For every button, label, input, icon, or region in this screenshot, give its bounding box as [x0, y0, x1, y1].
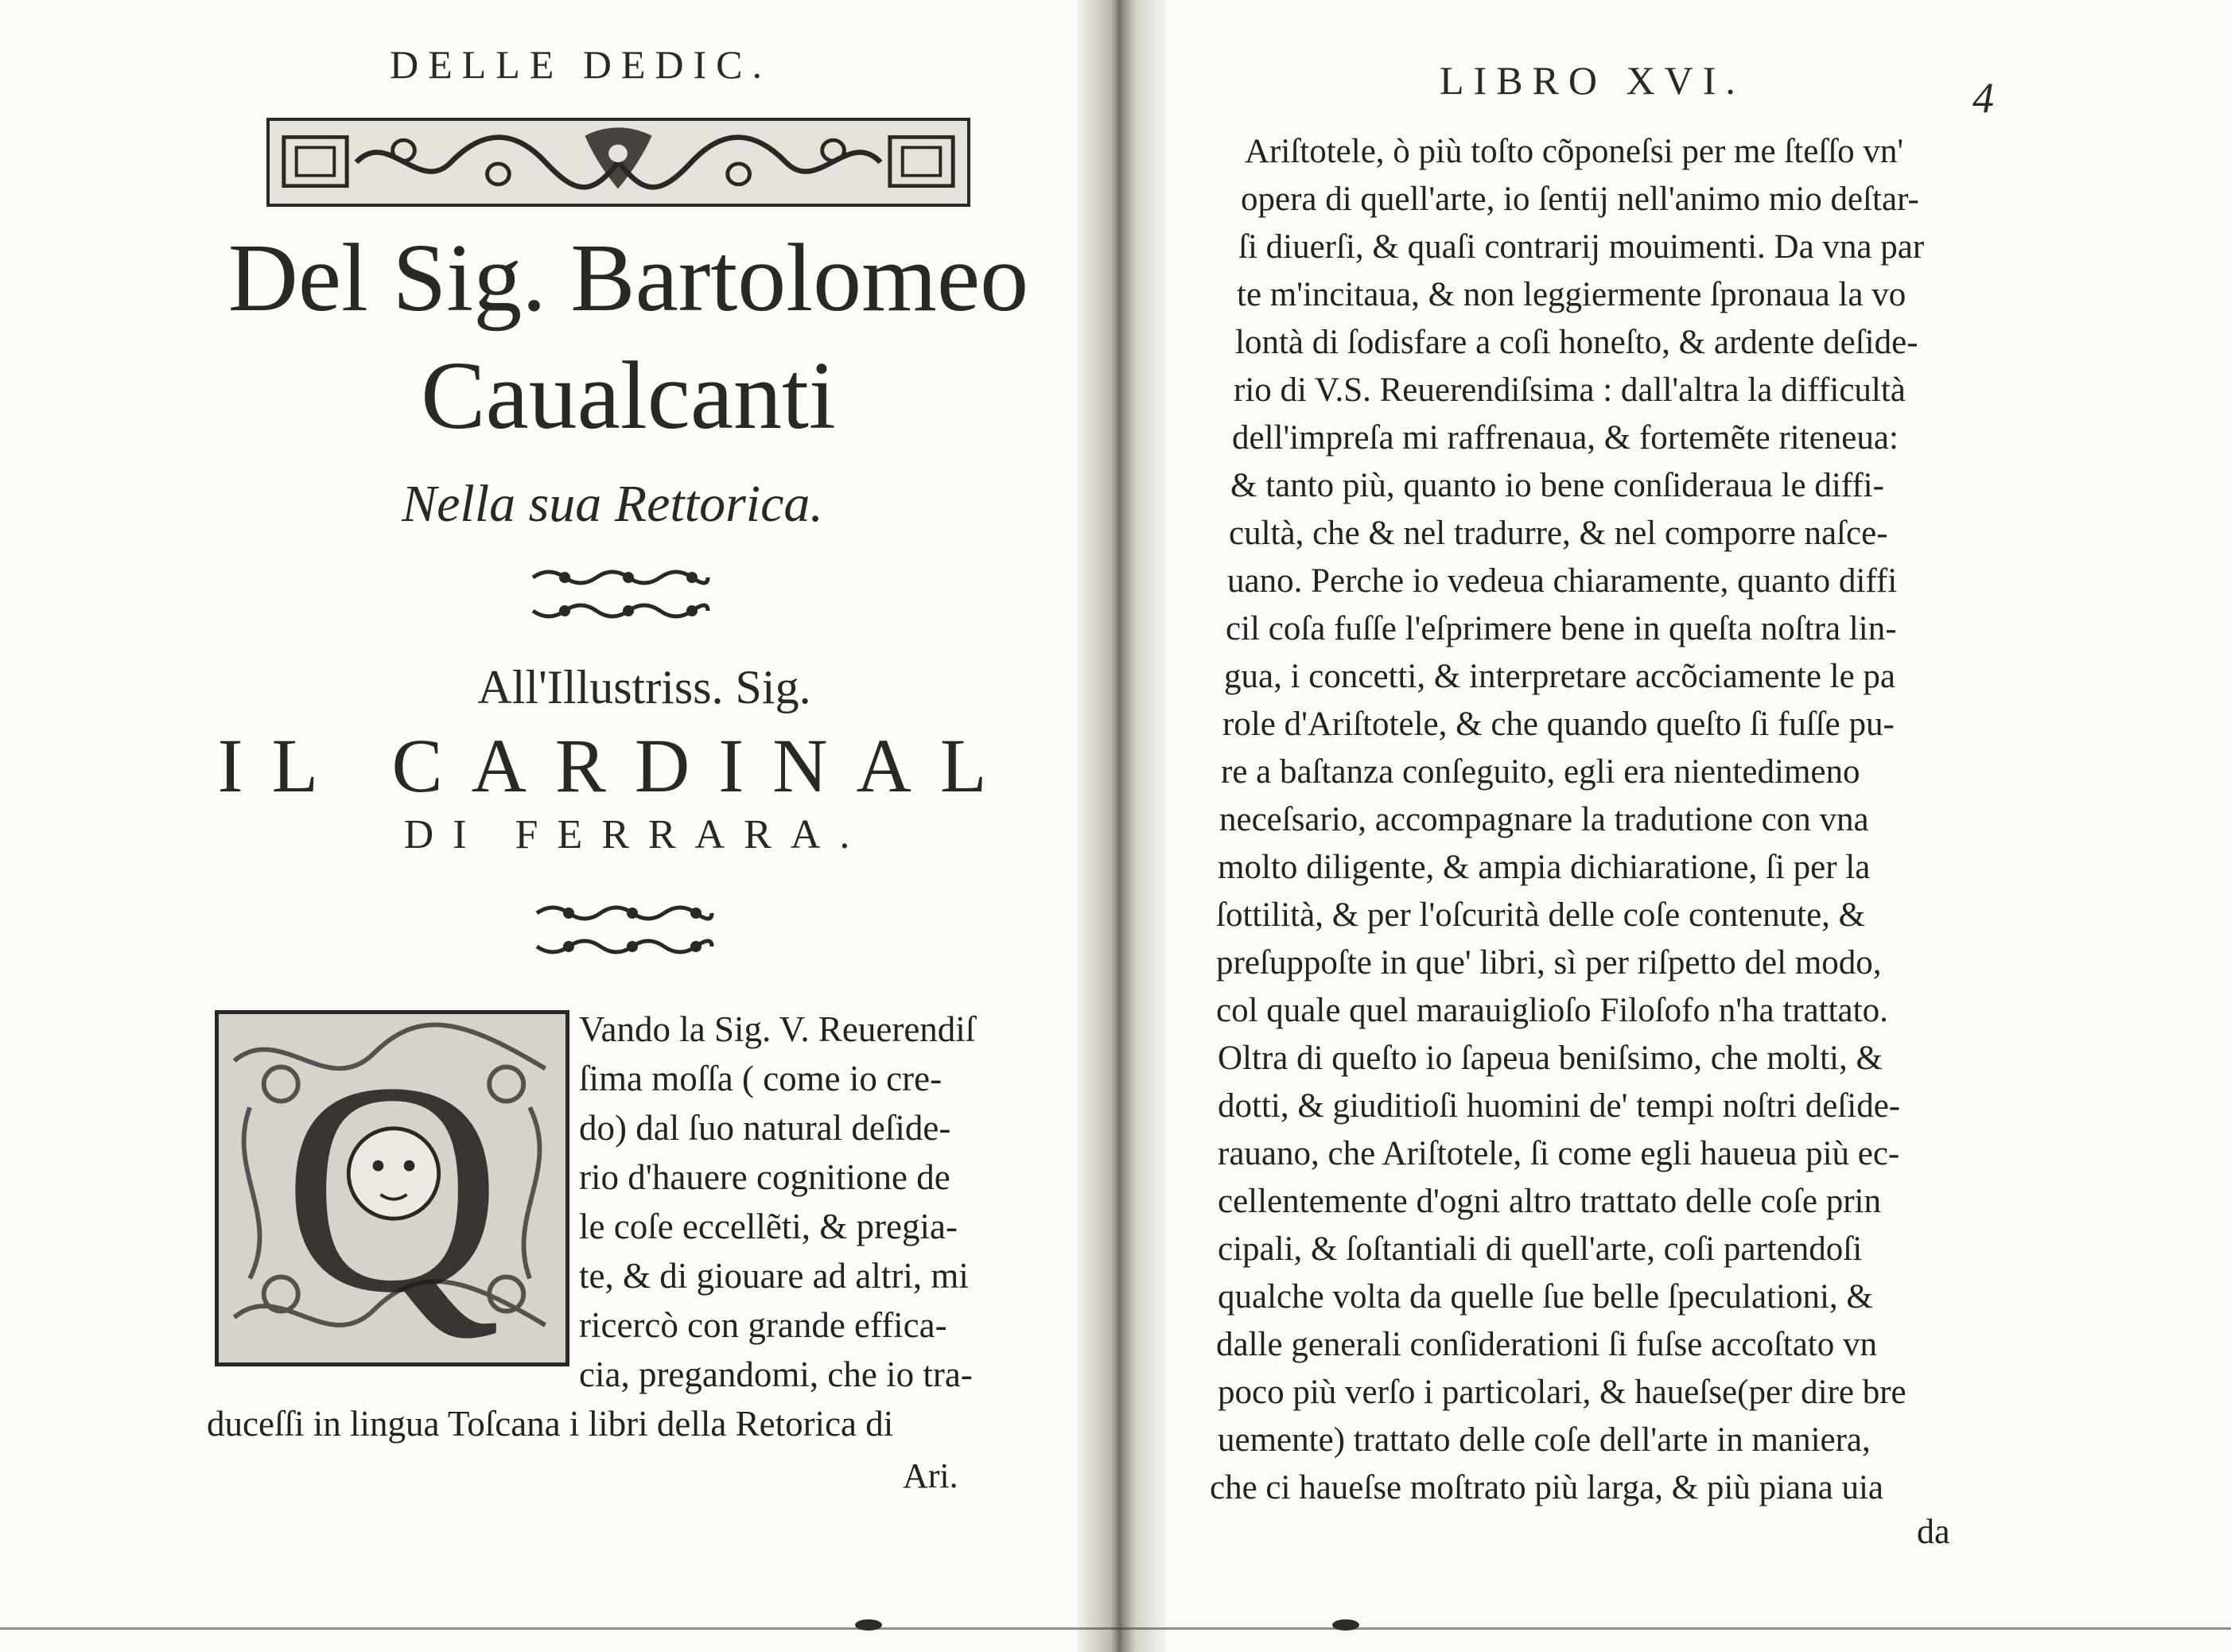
text-line: ſima moſſa ( come io cre-	[579, 1059, 943, 1098]
text-line: Oltra di queſto io ſapeua beniſsimo, che molti, &	[1218, 1040, 1883, 1077]
text-line: Ariſtotele, ò più toſto cõponeſsi per me ſteſſo vn'	[1245, 133, 1904, 170]
text-line: do) dal ſuo natural deſide-	[579, 1108, 951, 1148]
text-line: rauano, che Ariſtotele, ſi come egli haueua più ec-	[1218, 1135, 1900, 1172]
text-line: cil coſa fuſſe l'eſprimere bene in queſta noſtra lin-	[1226, 610, 1897, 647]
text-line: neceſsario, accompagnare la tradutione con vna	[1219, 801, 1869, 838]
text-line: rio di V.S. Reuerendiſsima : dall'altra la difficultà	[1234, 371, 1906, 409]
title-line-3: Nella sua Rettorica.	[402, 475, 823, 533]
text-line: gua, i concetti, & interpretare accõciamente le pa	[1224, 658, 1896, 695]
text-line: le coſe eccellẽti, & pregia-	[579, 1207, 958, 1246]
text-line: opera di quell'arte, io ſentij nell'animo mio deſtar-	[1241, 181, 1919, 218]
text-line: dell'impreſa mi raffrenaua, & fortemẽte riteneua:	[1232, 419, 1899, 457]
text-line: role d'Ariſtotele, & che quando queſto ſi fuſſe pu-	[1222, 706, 1895, 743]
initial-letter: Q	[282, 1020, 502, 1355]
text-line: cellentemente d'ogni altro trattato delle coſe prin	[1218, 1183, 1881, 1220]
text-line: che ci haueſse moſtrato più larga, & più piana uia	[1210, 1469, 1883, 1506]
text-line: molto diligente, & ampia dichiaratione, ſi per la	[1218, 849, 1871, 886]
text-line: rio d'hauere cognitione de	[579, 1157, 950, 1197]
text-line: qualche volta da quelle ſue belle ſpeculationi, &	[1218, 1278, 1873, 1316]
ink-blot-icon	[855, 1619, 882, 1631]
text-line: lontà di ſodisfare a coſi honeſto, & ardente deſide-	[1235, 324, 1918, 361]
dedication-line-3: DI FERRARA.	[403, 812, 869, 857]
text-line: te, & di giouare ad altri, mi	[579, 1256, 969, 1296]
title-line-2: Caualcanti	[421, 342, 836, 449]
text-line: ſottilità, & per l'oſcurità delle coſe contenute, &	[1216, 896, 1866, 934]
text-line: poco più verſo i particolari, & haueſse(per dire bre	[1218, 1374, 1906, 1411]
dedication-line-1: All'Illustriss. Sig.	[477, 661, 811, 713]
text-line: re a baſtanza conſeguito, egli era nientedimeno	[1221, 753, 1860, 791]
text-line: cultà, che & nel tradurre, & nel comporre naſce-	[1229, 515, 1888, 552]
page-number: 4	[1973, 74, 1994, 122]
ink-blot-icon	[1332, 1619, 1359, 1631]
fleuron-ornament-icon	[525, 562, 716, 627]
text-line: & tanto più, quanto io bene conſideraua le diffi-	[1230, 467, 1884, 504]
text-line: cipali, & ſoſtantiali di quell'arte, coſi partendoſi	[1218, 1230, 1863, 1268]
text-line: col quale quel marauiglioſo Filoſofo n'ha trattato.	[1216, 992, 1888, 1029]
text-line: uemente) trattato delle coſe dell'arte in maniera,	[1218, 1421, 1871, 1459]
text-line: ricercò con grande effica-	[579, 1305, 947, 1345]
right-running-head: LIBRO XVI.	[1440, 58, 1745, 103]
text-line: preſuppoſte in que' libri, sì per riſpetto del modo,	[1216, 944, 1882, 981]
text-line: dalle generali conſiderationi ſi fuſse accoſtato vn	[1216, 1326, 1878, 1363]
fleuron-ornament-icon	[529, 897, 720, 962]
headpiece-ornament	[266, 118, 970, 207]
book-gutter	[1078, 0, 1165, 1652]
right-catchword: da	[1917, 1512, 1950, 1551]
page-bottom-edge	[0, 1627, 2231, 1630]
decorated-initial	[215, 1010, 569, 1366]
headpiece-ornament-icon	[270, 121, 967, 204]
title-line-1: Del Sig. Bartolomeo	[227, 224, 1029, 332]
text-line: uano. Perche io vedeua chiaramente, quanto diffi	[1227, 562, 1898, 600]
text-line: te m'incitaua, & non leggiermente ſpronaua la vo	[1237, 276, 1906, 313]
text-line: ſi diuerſi, & quaſi contrarij mouimenti. Da vna par	[1238, 228, 1925, 266]
left-catchword: Ari.	[903, 1456, 958, 1495]
left-running-head: DELLE DEDIC.	[390, 42, 772, 87]
text-line: Vando la Sig. V. Reuerendiſ	[579, 1009, 976, 1049]
text-line: dotti, & giuditioſi huomini de' tempi noſtri deſide-	[1218, 1087, 1901, 1125]
text-line: duceſſi in lingua Toſcana i libri della Retorica di	[207, 1404, 894, 1444]
text-line: cia, pregandomi, che io tra-	[579, 1355, 973, 1394]
dedication-line-2: IL CARDINAL	[217, 723, 1016, 808]
